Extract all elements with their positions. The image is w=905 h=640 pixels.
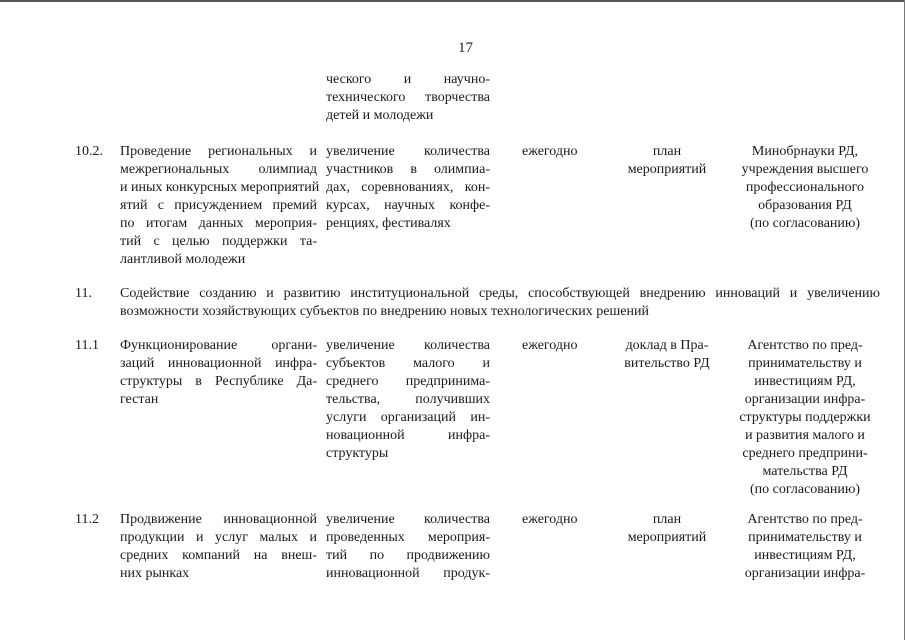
text-line: (по согласованию) [749,216,861,231]
row-number: 11.2 [75,512,99,527]
text-line: проведенных мероприя- [326,530,490,545]
text-line: ятий с присуждением премий [120,198,317,213]
text-line: гестан [120,392,159,407]
text-line: продукции и услуг малых и [120,530,317,545]
text-line: и развития малого и [745,428,865,443]
text-line: (по согласованию) [749,482,861,497]
continued-result-cell [326,71,490,125]
text-line: тий по продвижению [326,548,490,563]
text-line: курсах, научных конфе- [326,198,490,213]
text-line: принимательству и [748,356,862,371]
term-cell: ежегодно [522,144,578,159]
text-line: принимательству и [748,530,862,545]
text-line: учреждения высшего [741,162,869,177]
report-form-cell [611,337,723,373]
text-line: детей и молодежи [326,108,434,123]
expected-result-cell [326,337,490,463]
scan-top-edge [0,0,905,2]
text-line: среднего предприни- [742,446,868,461]
expected-result-cell [326,511,490,583]
text-line: межрегиональных олимпиад [120,162,317,177]
text-line: Минобрнауки РД, [751,144,859,159]
text-line: мероприятий [627,162,707,177]
page-number: 17 [458,40,473,56]
report-form-cell [611,143,723,179]
text-line: доклад в Пра- [625,338,709,353]
text-line: лантливой молодежи [120,252,246,267]
executor-cell [732,143,878,233]
text-line: структуры в Республике Да- [120,374,317,389]
text-line: тельства, получивших [326,392,490,407]
measure-name-cell [120,143,320,269]
text-line: среднего предпринима- [326,374,490,389]
term-cell: ежегодно [522,338,578,353]
text-line: план [652,144,682,159]
text-line: структуры [326,446,389,461]
executor-cell [732,337,878,499]
report-form-cell [611,511,723,547]
text-line: ренциях, фестивалях [326,216,451,231]
section-number: 11. [75,286,92,301]
expected-result-cell [326,143,490,233]
section-title [120,285,880,321]
text-line: увеличение количества [326,144,490,159]
text-line: Агентство по пред- [747,512,863,527]
text-line: организации инфра- [744,392,866,407]
text-line: организации инфра- [744,566,866,581]
text-line: мательства РД [762,464,848,479]
text-line: инновационной продук- [326,566,490,581]
row-number: 10.2. [75,144,103,159]
text-line: них рынках [120,566,190,581]
text-line: услуги организаций ин- [326,410,490,425]
text-line: Содействие созданию и развитию институциональной среды, способствующей внедрению инноваций и увеличению [120,286,880,301]
text-line: технического творчества [326,90,490,105]
text-line: инвестициям РД, [754,374,856,389]
text-line: по итогам данных мероприя- [120,216,317,231]
text-line: заций инновационной инфра- [120,356,317,371]
text-line: план [652,512,682,527]
measure-name-cell [120,511,317,583]
text-line: образования РД [758,198,852,213]
text-line: возможности хозяйствующих субъектов по внедрению новых технологических решений [120,304,649,319]
text-line: структуры поддержки [739,410,871,425]
text-line: Проведение региональных и [120,144,317,159]
text-line: Агентство по пред- [747,338,863,353]
text-line: инвестициям РД, [754,548,856,563]
text-line: увеличение количества [326,512,490,527]
text-line: ческого и научно- [326,72,490,87]
text-line: дах, соревнованиях, кон- [326,180,490,195]
text-line: участников в олимпиа- [326,162,490,177]
text-line: Функционирование органи- [120,338,317,353]
executor-cell [732,511,878,583]
text-line: средних компаний на внеш- [120,548,317,563]
text-line: и иных конкурсных мероприятий [120,180,320,195]
text-line: субъектов малого и [326,356,490,371]
text-line: увеличение количества [326,338,490,353]
text-line: Продвижение инновационной [120,512,317,527]
term-cell: ежегодно [522,512,578,527]
row-number: 11.1 [75,338,99,353]
text-line: мероприятий [627,530,707,545]
text-line: тий с целью поддержки та- [120,234,317,249]
text-line: новационной инфра- [326,428,490,443]
text-line: вительство РД [624,356,710,371]
measure-name-cell [120,337,317,409]
text-line: профессионального [745,180,865,195]
